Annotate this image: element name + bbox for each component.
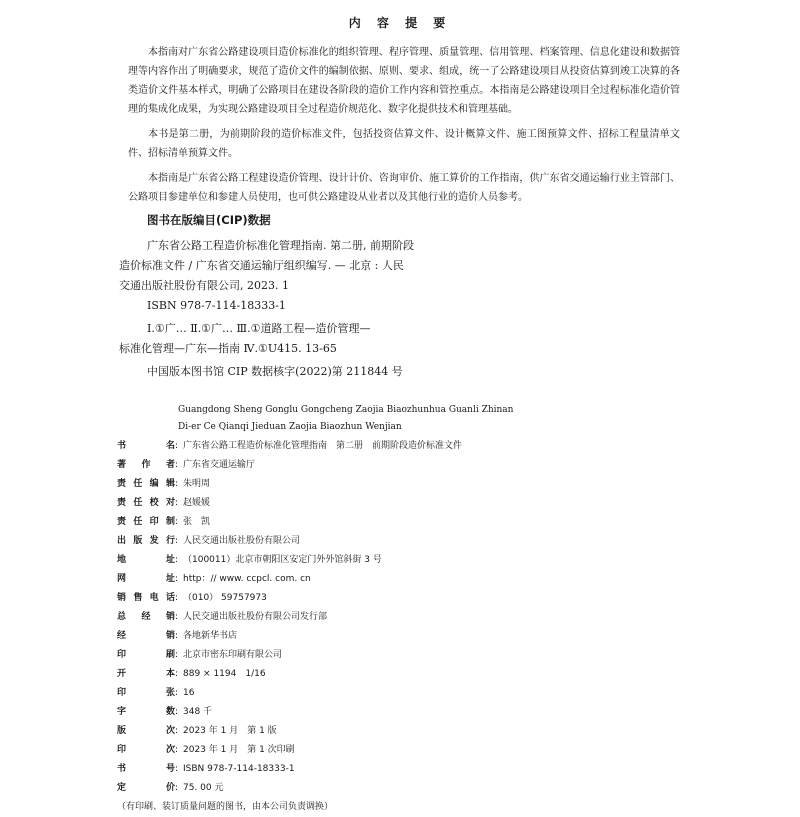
info-value: （100011）北京市朝阳区安定门外外馆斜街 3 号 [183,555,382,565]
info-value: 2023 年 1 月 第 1 次印刷 [183,745,295,755]
info-label: 地 址 [117,555,175,565]
pinyin-title [178,402,513,436]
info-value: 人民交通出版社股份有限公司发行部 [183,612,328,622]
info-row: 出版发行 : 人民交通出版社股份有限公司 [117,532,462,551]
cip-line: 广东省公路工程造价标准化管理指南. 第二册, 前期阶段 [147,239,414,252]
info-row: 印 次 : 2023 年 1 月 第 1 次印刷 [117,741,462,760]
info-label: 出版发行 [117,536,175,546]
cip-heading: 图书在版编目(CIP)数据 [147,213,271,227]
info-label: 版 次 [117,726,175,736]
info-row: 责任编辑 : 朱明周 [117,475,462,494]
summary-paragraph: 本书是第二册，为前期阶段的造价标准文件，包括投资估算文件、设计概算文件、施工图预算文件、招标工程量清单文件、招标清单预算文件。 [128,129,680,159]
page-title: 内 容 提 要 [348,16,452,30]
quality-note: （有印刷、装订质量问题的图书，由本公司负责调换） [117,802,334,812]
info-label: 定 价 [117,783,175,793]
pinyin-line: Guangdong Sheng Gonglu Gongcheng Zaojia Biaozhunhua Guanli Zhinan [178,405,514,415]
cip-classification: Ⅰ.①广… Ⅱ.①广… Ⅲ.①道路工程—造价管理— [147,322,371,335]
info-row: 总 经 销 : 人民交通出版社股份有限公司发行部 [117,608,462,627]
info-label: 销售电话 [117,593,175,603]
info-label: 经 销 [117,631,175,641]
info-value: 348 千 [183,707,213,717]
info-label: 总 经 销 [117,612,175,622]
info-label: 责任印制 [117,517,175,527]
info-row: 定 价 : 75. 00 元 [117,779,462,798]
cip-line: 交通出版社股份有限公司, 2023. 1 [119,279,289,292]
info-row: 经 销 : 各地新华书店 [117,627,462,646]
pinyin-line: Di-er Ce Qianqi Jieduan Zaojia Biaozhun Wenjian [178,422,402,432]
info-label: 印 张 [117,688,175,698]
info-label: 印 刷 [117,650,175,660]
info-value: 北京市密东印刷有限公司 [183,650,283,660]
info-value: 广东省交通运输厅 [183,460,256,470]
info-value: ISBN 978-7-114-18333-1 [183,764,295,774]
info-value: 广东省公路工程造价标准化管理指南 第二册 前期阶段造价标准文件 [183,441,463,451]
cip-data-number: 中国版本图书馆 CIP 数据核字(2022)第 211844 号 [147,365,403,378]
info-row: 著 作 者 : 广东省交通运输厅 [117,456,462,475]
info-row: 责任校对 : 赵媛媛 [117,494,462,513]
info-value: 人民交通出版社股份有限公司 [183,536,301,546]
cip-block [119,236,599,382]
info-row: 书 名 : 广东省公路工程造价标准化管理指南 第二册 前期阶段造价标准文件 [117,437,462,456]
info-row: 字 数 : 348 千 [117,703,462,722]
info-value: http：// www. ccpcl. com. cn [183,574,311,584]
info-row: 网 址 : http：// www. ccpcl. com. cn [117,570,462,589]
cip-line: 造价标准文件 / 广东省交通运输厅组织编写. — 北京 : 人民 [119,259,404,272]
info-label: 书 名 [117,441,175,451]
info-value: （010） 59757973 [183,593,267,603]
info-label: 印 次 [117,745,175,755]
publication-info [117,437,462,817]
info-row: 责任印制 : 张 凯 [117,513,462,532]
info-value: 16 [183,688,195,698]
info-row: 书 号 : ISBN 978-7-114-18333-1 [117,760,462,779]
summary-paragraph: 本指南对广东省公路建设项目造价标准化的组织管理、程序管理、质量管理、信用管理、档案管理、信息化建设和数据管理等内容作出了明确要求，规范了造价文件的编制依据、原则、要求、组成，统一了公路建设项目从投资估算到竣工决算的各类造价文件基本样式，明确了公路项目在建设各阶段的造价工作内容和管控重点。本指南是公路建设项目全过程标准化造价管理的集成化成果，为实现公路建设项目全过程造价规范化、数字化提供技术和管理基础。 [128,47,680,115]
cip-classification: 标准化管理—广东—指南 Ⅳ.①U415. 13-65 [119,342,337,355]
info-value: 889 × 1194 1/16 [183,669,266,679]
info-value: 张 凯 [183,517,211,527]
summary-section [128,43,680,213]
info-row: 版 次 : 2023 年 1 月 第 1 版 [117,722,462,741]
summary-paragraph: 本指南是广东省公路工程建设造价管理、设计计价、咨询审价、施工算价的工作指南，供广东省交通运输行业主管部门、公路项目参建单位和参建人员使用，也可供公路建设从业者以及其他行业的造价人员参考。 [128,173,680,203]
info-row: 开 本 : 889 × 1194 1/16 [117,665,462,684]
info-label: 网 址 [117,574,175,584]
info-label: 责任校对 [117,498,175,508]
info-label: 书 号 [117,764,175,774]
info-label: 字 数 [117,707,175,717]
info-label: 著 作 者 [117,460,175,470]
info-value: 赵媛媛 [183,498,211,508]
info-row: 印 张 : 16 [117,684,462,703]
info-value: 各地新华书店 [183,631,238,641]
info-value: 75. 00 元 [183,783,224,793]
info-value: 2023 年 1 月 第 1 版 [183,726,277,736]
info-row: 印 刷 : 北京市密东印刷有限公司 [117,646,462,665]
cip-isbn: ISBN 978-7-114-18333-1 [147,299,286,312]
info-value: 朱明周 [183,479,211,489]
info-row: 地 址 : （100011）北京市朝阳区安定门外外馆斜街 3 号 [117,551,462,570]
info-label: 开 本 [117,669,175,679]
info-label: 责任编辑 [117,479,175,489]
info-row: 销售电话 : （010） 59757973 [117,589,462,608]
